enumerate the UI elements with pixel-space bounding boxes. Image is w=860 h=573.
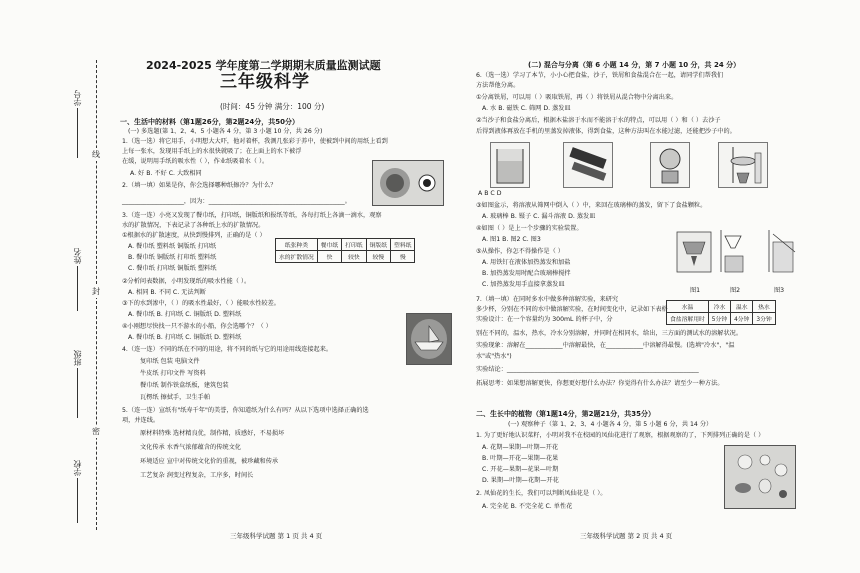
- q6-sub-5: ⑤从操作，你怎不得操作是（ ）: [476, 248, 564, 255]
- time-score: (时间：45 分钟 满分：100 分): [220, 102, 325, 111]
- q6-sub-1: ①分离铁屑，可以用（ ）吸取铁屑，再（ ）将铁屑从混合物中分离出来。: [476, 94, 678, 101]
- q7-extension: 拓展思考：如果想溶解更快，你想更好想什么办法？你觉得有什么办法？请至少一种方法。: [476, 380, 724, 387]
- q6-sub-4: ④如图（ ）是上一个步骤的实验装置。: [476, 225, 583, 232]
- q1-options: A. 好 B. 不好 C. 大致相同: [130, 170, 202, 177]
- table-cell: 慢: [391, 251, 415, 263]
- q6-line-2: 方法帮他分离。: [476, 82, 520, 89]
- student-id-blank[interactable]: [77, 108, 78, 158]
- exam-title: 2024-2025 学年度第二学期期末质量监测试题: [146, 59, 381, 72]
- q3-sub-1-option-c: C. 餐巾纸 打印纸 铜版纸 塑料纸: [128, 265, 217, 272]
- q-plant-1-option-b: B. 叶期—开花—果期—花果: [482, 455, 559, 462]
- table-cell: 食盐溶解用时: [667, 313, 709, 325]
- q3-sub-1: ①根据水的扩散速度，从快到慢排列，正确的是（ ）: [122, 232, 266, 239]
- subject-title: 三年级科学: [220, 72, 310, 92]
- apparatus-a-beaker: [490, 142, 530, 188]
- table-cell: 3分钟: [753, 313, 775, 325]
- flower-illustration: [725, 446, 795, 508]
- q2-answer-line[interactable]: ____________________，因为：____________________________________________。: [122, 198, 351, 205]
- table-cell: 较慢: [366, 251, 390, 263]
- paper-boat-photo: [406, 313, 452, 365]
- table-cell: 4分钟: [731, 313, 753, 325]
- sieve-icon: [651, 143, 689, 187]
- class-blank[interactable]: [77, 368, 78, 418]
- q3-sub-3-options: A. 餐巾纸 B. 打印纸 C. 铜版纸 D. 塑料纸: [128, 311, 242, 318]
- q6-sub-3: ③如图盆示，将溶液从筛网中倒入（ ）中，来回在玻璃棒的蒸发，留下了食盐颗粒。: [476, 202, 707, 209]
- q1-line-3: 在缓，说明用手纸的吸水性（ ），作业纸吸着水（ ）。: [122, 158, 269, 165]
- apparatus-b-magnet: [563, 142, 613, 188]
- subsection-2-heading: (二) 混合与分离（第 6 小题 14 分，第 7 小题 10 分，共 24 分）: [528, 61, 741, 69]
- q4-left-item[interactable]: 复印纸 包装 电脑文件: [140, 358, 200, 365]
- heating-apparatus-figures: [673, 222, 803, 284]
- table-header: 餐巾纸: [317, 239, 341, 251]
- binding-strip: [34, 60, 104, 530]
- page-footer-right: 三年级科学试题 第 2 页 共 4 页: [580, 532, 673, 540]
- student-id-label: 学号: [73, 90, 82, 106]
- q1-line-2: 上每一张水，发现用手纸上的水很快就吸了；在上面上的水下被浮: [122, 148, 302, 155]
- q4-prompt: 4.（连一连）不同的纸在不同的用途，将不同的纸与它的用途用线连接起来。: [122, 346, 333, 353]
- school-label: 学校: [73, 460, 82, 476]
- table-header: 打印纸: [342, 239, 366, 251]
- table-header: 纸张种类: [276, 239, 318, 251]
- apparatus-labels: A B C D: [478, 190, 502, 197]
- q3-line-2: 水的扩散情况，下表记录了各种纸上水的扩散情况。: [122, 222, 265, 229]
- q6-sub-4-options: A. 图1 B. 图2 C. 图3: [482, 236, 541, 243]
- q5-left-item[interactable]: 环境适应 宣中对传统文化价的重视，被珍藏和传承: [140, 458, 279, 465]
- q3-sub-2: ②分析问表数据，小明发现纸的吸水性能（ ）。: [122, 278, 251, 285]
- q6-sub-3-options: A. 玻璃棒 B. 镊子 C. 漏斗溶液 D. 蒸发皿: [482, 213, 596, 220]
- q3-sub-1-option-b: B. 餐巾纸 铜版纸 打印纸 塑料纸: [128, 254, 217, 261]
- q-plant-2-options: A. 完全花 B. 不完全花 C. 单性花: [482, 503, 573, 510]
- figure-label-3: 图3: [774, 287, 785, 294]
- q6-sub-5-option-b: B. 加热蒸发用时配合玻璃棒搅拌: [482, 270, 571, 277]
- page-footer-left: 三年级科学试题 第 1 页 共 4 页: [230, 532, 323, 540]
- class-label: 班级: [73, 350, 82, 366]
- q5-left-item[interactable]: 工艺复杂 润变过程复杂，工序多，时间长: [140, 472, 254, 479]
- q7-line-2: 多少杯，分别在不同的水中做溶解实验，在时间变化中，记录如下表格: [476, 306, 668, 313]
- q6-sub-2-line-1: ②当沙子和食盐分离后，根据木盐溶于水而不能溶于水的特点，可以用（ ）和（ ）去沙子: [476, 117, 721, 124]
- water-drop-illustration: [373, 161, 443, 205]
- q5-left-item[interactable]: 原材料特殊 选材精良优，制作精，质感好，不易损坏: [140, 430, 285, 437]
- beaker-icon: [491, 143, 529, 187]
- q6-sub-2-line-2: 后得到液体再放在手机的里蒸发掉液体，得到食盐，这种方法叫在水能过滤，还能把沙子中的。: [476, 128, 736, 135]
- q3-sub-4-options: A. 餐巾纸 B. 打印纸 C. 铜版纸 D. 塑料纸: [128, 334, 242, 341]
- evaporating-dish-icon: [719, 143, 767, 187]
- section-2-heading: 二、生长中的植物（第1题14分，第2题21分，共35分）: [476, 410, 655, 418]
- water-drop-photo: [372, 160, 444, 206]
- apparatus-d-evaporating-dish: [718, 142, 768, 188]
- balsam-flower-photo: [724, 445, 796, 509]
- seal-mark-seal: 封: [92, 287, 100, 296]
- q1-line-1: 1.（选一选）将它用手，小明想大大吓，他对着杯，我测几张彩于养中，使被到中间的用纸上看到: [122, 138, 388, 145]
- q4-left-item[interactable]: 牛皮纸 打印文件 写资料: [140, 370, 206, 377]
- table-cell: 较快: [342, 251, 366, 263]
- q7-line-3: 实验设计：在一个容量约为 300mL 的杯子中，分: [476, 316, 613, 323]
- dissolving-table: [666, 300, 776, 325]
- q-plant-1-option-a: A. 花期—果期—叶期—开花: [482, 444, 559, 451]
- name-label: 姓名: [73, 248, 82, 264]
- q6-sub-5-option-a: A. 用铁钉在液体加热蒸发和加盐: [482, 259, 571, 266]
- q3-sub-3: ③下的水到渗中，（ ）的吸水性最好，（ ）能吸水性较差。: [122, 300, 280, 307]
- q7-line-4: 别在不同的，温水，热水，冷水分别溶解，并同时在相同水，给出，三方面的测试水的溶解状况。: [476, 330, 743, 337]
- q3-sub-2-options: A. 相同 B. 不同 C. 无法判断: [128, 289, 206, 296]
- table-cell: 5分钟: [708, 313, 730, 325]
- q7-conclusion[interactable]: 实验结论：______________________________________________________________: [476, 366, 699, 373]
- q6-line-1: 6.（选一选）学习了本节，小小心把食盐，沙子，铁屑和食盐混合在一起，请同学们帮我们: [476, 72, 724, 79]
- page-left: [110, 0, 455, 573]
- figure-label-2: 图2: [730, 287, 741, 294]
- seal-mark-secret: 密: [92, 427, 100, 436]
- school-blank[interactable]: [77, 478, 78, 523]
- paper-absorption-table: [275, 238, 415, 263]
- q5-prompt-1: 5.（连一连）宣纸有"纸寿千年"的美誉，你知道纸为什么有吗？从以下选项中选择正确的选: [122, 407, 369, 414]
- table-cell: 水的扩散情况: [276, 251, 318, 263]
- q4-left-item[interactable]: 瓦楞纸 擦拭手，卫生手帕: [140, 394, 211, 401]
- q7-line-1: 7.（填一填）在同时多水中做多种溶解实验，来研究: [476, 296, 619, 303]
- q6-sub-5-option-c: C. 加热蒸发用手直接拿蒸发皿: [482, 281, 565, 288]
- section-1-heading: 一、生活中的材料（第1题26分，第2题24分，共50分）: [120, 118, 299, 126]
- name-blank[interactable]: [77, 266, 78, 311]
- table-header: 塑料纸: [391, 239, 415, 251]
- q7-phenomenon-note: 水"或"热水"): [476, 353, 512, 360]
- q2-prompt: 2.（填一填）如果是你，你会选择哪种纸擦冷？为什么？: [122, 182, 277, 189]
- q3-line-1: 3.（连一连）小亮又发现了餐巾纸，打印纸，铜版纸和报纸等纸，各每打纸上各滴一滴水，观察: [122, 212, 382, 219]
- table-header: 铜版纸: [366, 239, 390, 251]
- q-plant-2: 2. 凤仙花的生长，我们可以判断凤仙花是（ ）。: [476, 490, 607, 497]
- seal-mark-line: 线: [92, 150, 100, 159]
- q5-left-item[interactable]: 文化传承 水香气浓郁蕴含的传统文化: [140, 444, 241, 451]
- q5-prompt-2: 项，并连线。: [122, 417, 160, 424]
- magnet-icon: [564, 143, 612, 187]
- q-plant-1-option-d: D. 果期—叶期—花期—开花: [482, 477, 559, 484]
- table-cell: 快: [317, 251, 341, 263]
- table-header: 水温: [667, 301, 709, 313]
- q7-phenomenon[interactable]: 实验现象：溶解在____________中溶解最快，在____________中溶解得最慢。(选填"冷水"，"温: [476, 342, 735, 349]
- subsection-3-heading: (一) 观察种子（第 1、2、3、4 小题各 4 分，第 5 小题 6 分，共 14 分）: [508, 421, 713, 428]
- q-plant-1: 1. 为了更好地认识菜籽，小明对我不在校园的凤仙花进行了观察，根据观察的了，下列排列正确的是（ ）: [476, 432, 765, 439]
- q4-left-item[interactable]: 餐巾纸 制作铁盒纸板，建筑包装: [140, 382, 229, 389]
- subsection-1-heading: (一) 多选题(第 1、2、4、5 小题各 4 分，第 3 小题 10 分，共 26 分): [128, 128, 323, 135]
- table-header: 温水: [731, 301, 753, 313]
- paper-boat-illustration: [407, 314, 451, 364]
- figure-label-1: 图1: [690, 287, 701, 294]
- apparatus-c-sieve: [650, 142, 690, 188]
- q6-sub-1-options: A. 水 B. 磁铁 C. 筛网 D. 蒸发皿: [482, 105, 571, 112]
- page-right: [468, 0, 803, 573]
- table-header: 冷水: [708, 301, 730, 313]
- q3-sub-4: ④小刚想尽快找一只不游水的小船，你会选哪个？（ ）: [122, 323, 272, 330]
- q3-sub-1-option-a: A. 餐巾纸 塑料纸 铜版纸 打印纸: [128, 243, 217, 250]
- table-header: 热水: [753, 301, 775, 313]
- q-plant-1-option-c: C. 开花—果期—花果—叶期: [482, 466, 559, 473]
